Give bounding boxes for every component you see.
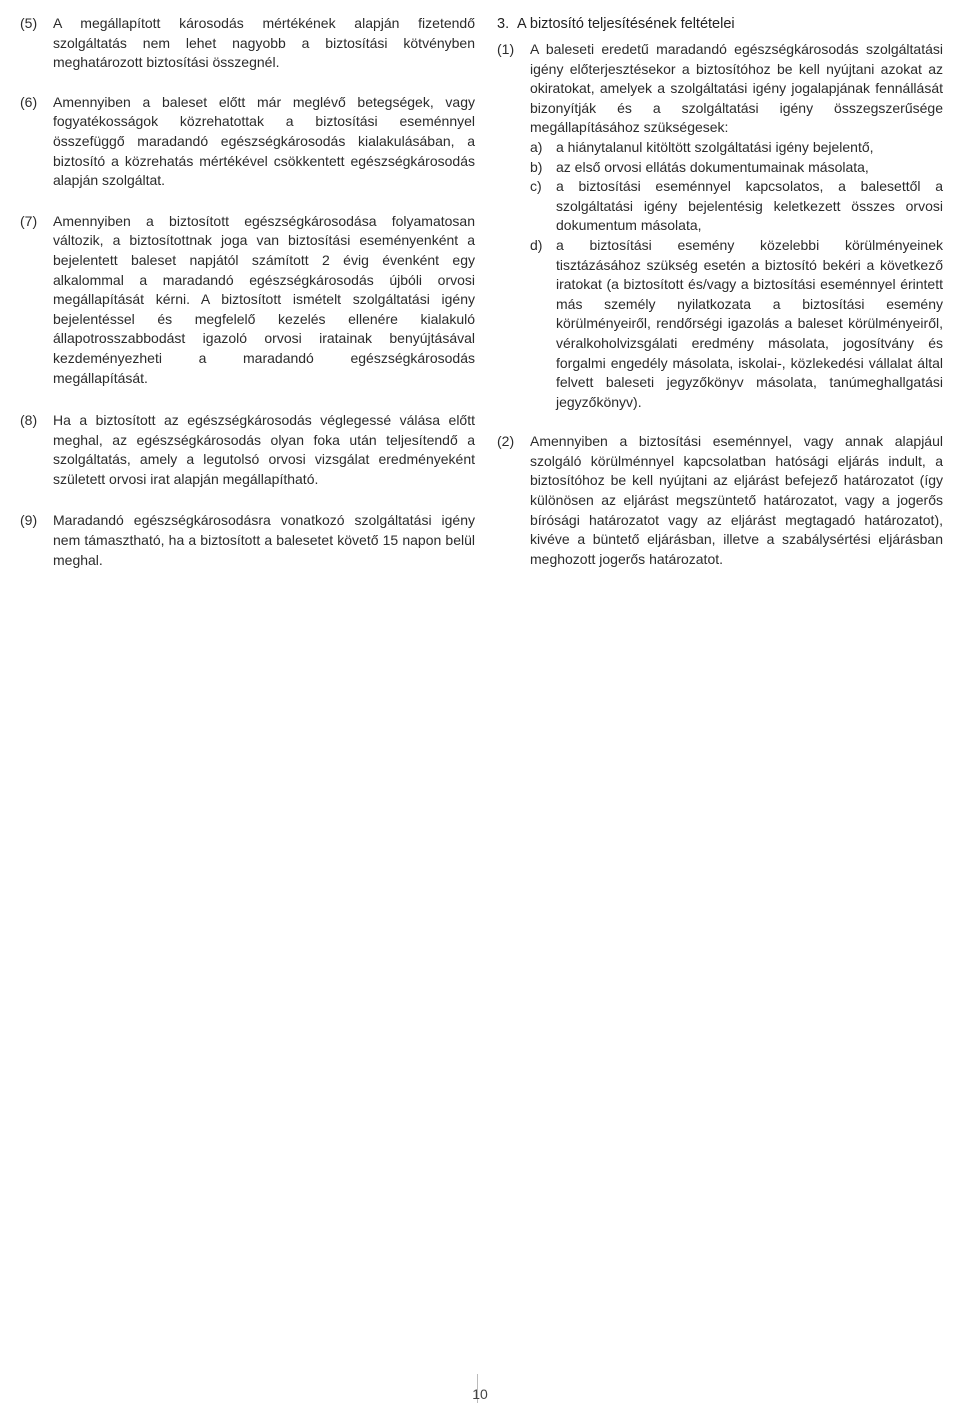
list-item-text: a biztosítási eseménnyel kapcsolatos, a balesettől a szolgáltatási igény bejelentésig keletkezett összes orvosi dokumentum másolata, — [556, 178, 943, 234]
paragraph-text: Amennyiben a biztosítási eseménnyel, vagy annak alapjául szolgáló körülménnyel kapcsolatban hatósági eljárás indult, a biztosítóhoz be kell nyújtani az eljárást befejező határozatot (így különösen az eljárást megszüntető határozatot, vagy a jogerős bírósági határozatot vagy az eljárást megtagadó határozatot), kivéve a büntető eljárásban, illetve a szabálysértési eljárásban meghozott jogerős határozatot. — [530, 433, 943, 567]
list-item-marker: a) — [530, 138, 543, 155]
section-number: 3. — [497, 16, 510, 32]
paragraph-1 — [497, 40, 943, 412]
right-column — [497, 14, 943, 591]
page-number: 10 — [472, 1386, 488, 1402]
paragraph-text: A megállapított károsodás mértékének alapján fizetendő szolgáltatás nem lehet nagyobb a biztosítási kötvényben meghatározott biztosítási összegnél. — [53, 15, 475, 71]
list-item-b — [530, 158, 943, 178]
paragraph-text: A baleseti eredetű maradandó egészségkárosodás szolgáltatási igény előterjesztésekor a biztosítóhoz be kell nyújtani azokat az okiratokat, amelyek a szolgáltatási igény jogalapjának fennállását bizonyítják és a szolgáltatási igény összegszerűsége megállapításához szükségesek: — [530, 41, 943, 136]
list-item-marker: d) — [530, 236, 543, 253]
list-item-text: az első orvosi ellátás dokumentumainak másolata, — [556, 158, 869, 175]
paragraph-number: (2) — [497, 433, 515, 450]
section-heading — [497, 14, 943, 34]
paragraph-number: (9) — [20, 512, 38, 529]
paragraph-number: (1) — [497, 41, 515, 57]
paragraph-body — [530, 40, 943, 412]
list-item-text: a biztosítási esemény közelebbi körülményeinek tisztázásához szükség esetén a biztosító bekéri a következő iratokat (a biztosított és/vagy a biztosítási eseménnyel érintett más személy nyilatkozata a biztosítási esemény körülményeiről, rendőrségi igazolás a baleset körülményeiről, véralkoholvizsgálati eredmény másolata, jogosítvány és forgalmi engedély másolata, iskolai-, közlekedési vállalat által felvett baleseti jegyzőkönyv másolata, tanúmeghallgatási jegyzőkönyv). — [556, 236, 943, 410]
paragraph-number: (8) — [20, 412, 38, 429]
paragraph-2 — [497, 432, 943, 569]
list-item-marker: b) — [530, 158, 543, 175]
paragraph-number: (5) — [20, 15, 38, 31]
list-item-d — [530, 236, 943, 412]
paragraph-text: Amennyiben a biztosított egészségkárosodása folyamatosan változik, a biztosítottnak joga van biztosítási eseményenként a bejelentett baleset napjától számított 2 évig évenként egy alkalommal a maradandó egészségkárosodás újbóli orvosi megállapítását kérni. A biztosított ismételt szolgáltatási igény bejelentéssel és megfelelő kezelés ellenére kialakuló állapotrosszabbodást igazoló orvosi iratainak benyújtásával kezdeményezheti a maradandó egészségkárosodás megállapítását. — [53, 212, 475, 386]
section-title: A biztosító teljesítésének feltételei — [517, 16, 735, 32]
list-item-c — [530, 177, 943, 236]
paragraph-number: (7) — [20, 212, 38, 229]
list-item-a — [530, 138, 943, 158]
list-item-marker: c) — [530, 178, 542, 195]
paragraph-5 — [20, 14, 475, 73]
paragraph-8 — [20, 411, 475, 489]
paragraph-number: (6) — [20, 93, 38, 110]
paragraph-7 — [20, 212, 475, 388]
paragraph-text: Amennyiben a baleset előtt már meglévő betegségek, vagy fogyatékosságok közrehatottak a biztosítási eseménnyel összefüggő maradandó egészségkárosodás kialakulásában, a biztosító a közrehatás mértékével csökkentett egészségkárosodás alapján szolgáltat. — [53, 93, 475, 189]
paragraph-text: Ha a biztosított az egészségkárosodás véglegessé válása előtt meghal, az egészségkárosodás olyan foka után teljesítendő a szolgáltatás, amely a legutolsó orvosi vizsgálat eredményeként született orvosi irat alapján megállapítható. — [53, 412, 475, 487]
paragraph-text: Maradandó egészségkárosodásra vonatkozó szolgáltatási igény nem támasztható, ha a biztosított a balesetet követő 15 napon belül meghal. — [53, 512, 475, 568]
paragraph-6 — [20, 93, 475, 191]
paragraph-9 — [20, 511, 475, 570]
list-item-text: a hiánytalanul kitöltött szolgáltatási igény bejelentő, — [556, 138, 874, 155]
left-column — [20, 14, 475, 592]
